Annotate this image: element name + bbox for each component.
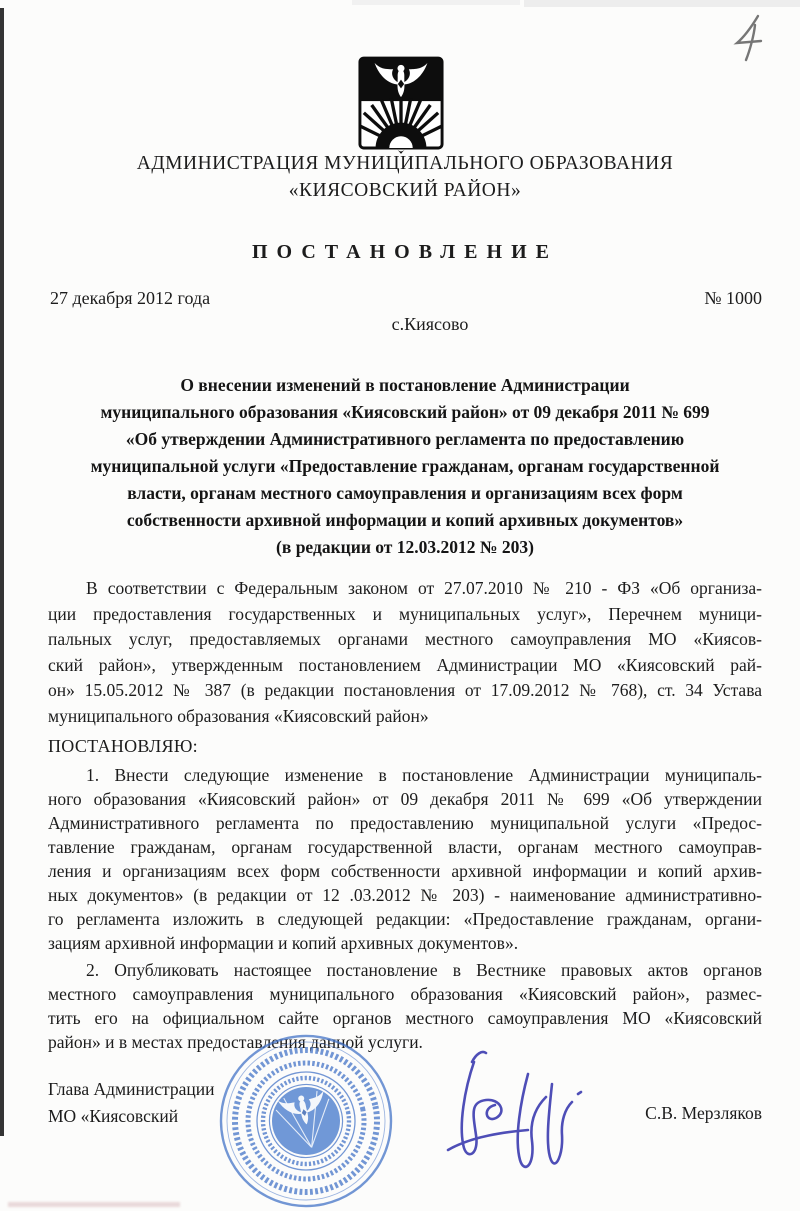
text-line: местного самоуправления муниципального образования «Киясовский район», размес-	[48, 984, 762, 1004]
org-name-line2: «КИЯСОВСКИЙ РАЙОН»	[288, 180, 522, 201]
text-line: ции предоставления государственных и муниципальных услуг», Перечнем муници-	[48, 603, 762, 624]
signer-post-line1: Глава Администрации	[48, 1079, 215, 1099]
text-line: район» и в местах предоставления данной услуги.	[48, 1032, 423, 1052]
text-line: тить его на официальном сайте органов местного самоуправления МО «Киясовский	[48, 1008, 762, 1028]
text-line: го регламента изложить в следующей редакции: «Предоставление гражданам, органи-	[48, 909, 762, 929]
text-line: тавление гражданам, органам государственной власти, органам местного самоуправ-	[48, 837, 762, 857]
text-line: он» 15.05.2012 № 387 (в редакции постановления от 17.09.2012 № 768), ст. 34 Устава	[48, 680, 762, 700]
title-line: муниципальной услуги «Предоставление гражданам, органам государственной	[90, 456, 720, 476]
title-line: муниципального образования «Киясовский район» от 09 декабря 2011 № 699	[100, 402, 710, 422]
text-line: ления и организациям всех форм собственности архивной информации и копий архив-	[48, 861, 762, 881]
text-line: муниципального образования «Киясовский район»	[48, 705, 429, 726]
document-title	[48, 372, 762, 561]
resolution-word: ПОСТАНОВЛЯЮ:	[48, 736, 198, 756]
scan-artifact	[352, 0, 520, 5]
org-name-line1: АДМИНИСТРАЦИЯ МУНИЦИПАЛЬНОГО ОБРАЗОВАНИЯ	[136, 153, 674, 174]
coat-of-arms-icon	[357, 55, 445, 155]
doc-type-heading: ПОСТАНОВЛЕНИЕ	[252, 241, 558, 263]
scan-edge-line	[0, 8, 4, 1136]
handwritten-page-number-icon	[733, 12, 773, 64]
document-number: № 1000	[704, 288, 762, 308]
document-date: 27 декабря 2012 года	[50, 288, 211, 308]
text-line: ский район», утвержденным постановлением Администрации МО «Киясовский рай-	[48, 654, 762, 675]
item-1-paragraph	[48, 763, 762, 955]
org-name	[48, 150, 762, 204]
signature-icon	[432, 1042, 604, 1184]
place-name: с.Киясово	[391, 314, 469, 334]
signer-post	[48, 1076, 214, 1130]
title-line: собственности архивной информации и копий архивных документов»	[126, 510, 684, 530]
text-line: 1. Внести следующие изменение в постановление Администрации муниципаль-	[86, 765, 762, 785]
text-line: зациям архивной информации и копий архивных документов».	[48, 933, 519, 953]
item-2-paragraph	[48, 958, 762, 1054]
date-number-row	[50, 288, 762, 309]
text-line: В соответствии с Федеральным законом от 27.07.2010 № 210 - ФЗ «Об организа-	[86, 578, 762, 598]
title-line: О внесении изменений в постановление Администрации	[180, 375, 630, 395]
title-line: власти, органам местного самоуправления и организациям всех форм	[127, 483, 683, 503]
title-line: «Об утверждении Административного регламента по предоставлению	[125, 429, 685, 449]
title-line: (в редакции от 12.03.2012 № 203)	[276, 537, 534, 557]
signer-post-line2: МО «Киясовский	[48, 1106, 179, 1126]
preamble-paragraph	[48, 576, 762, 729]
text-line: Административного регламента по предоставлению муниципальной услуги «Предос-	[48, 813, 762, 833]
text-line: ного образования «Киясовский район» от 09 декабря 2011 № 699 «Об утверждении	[48, 789, 762, 809]
text-line: пальных услуг, предоставляемых органами местного самоуправления МО «Киясов-	[48, 629, 762, 649]
text-line: ных документов» (в редакции от 12 .03.2012 № 203) - наименование административно-	[48, 885, 762, 905]
signer-name: С.В. Мерзляков	[645, 1103, 762, 1123]
scan-artifact	[524, 0, 800, 7]
text-line: 2. Опубликовать настоящее постановление в Вестнике правовых актов органов	[86, 960, 762, 980]
scan-artifact	[8, 1202, 180, 1207]
official-seal-icon	[215, 1032, 397, 1210]
